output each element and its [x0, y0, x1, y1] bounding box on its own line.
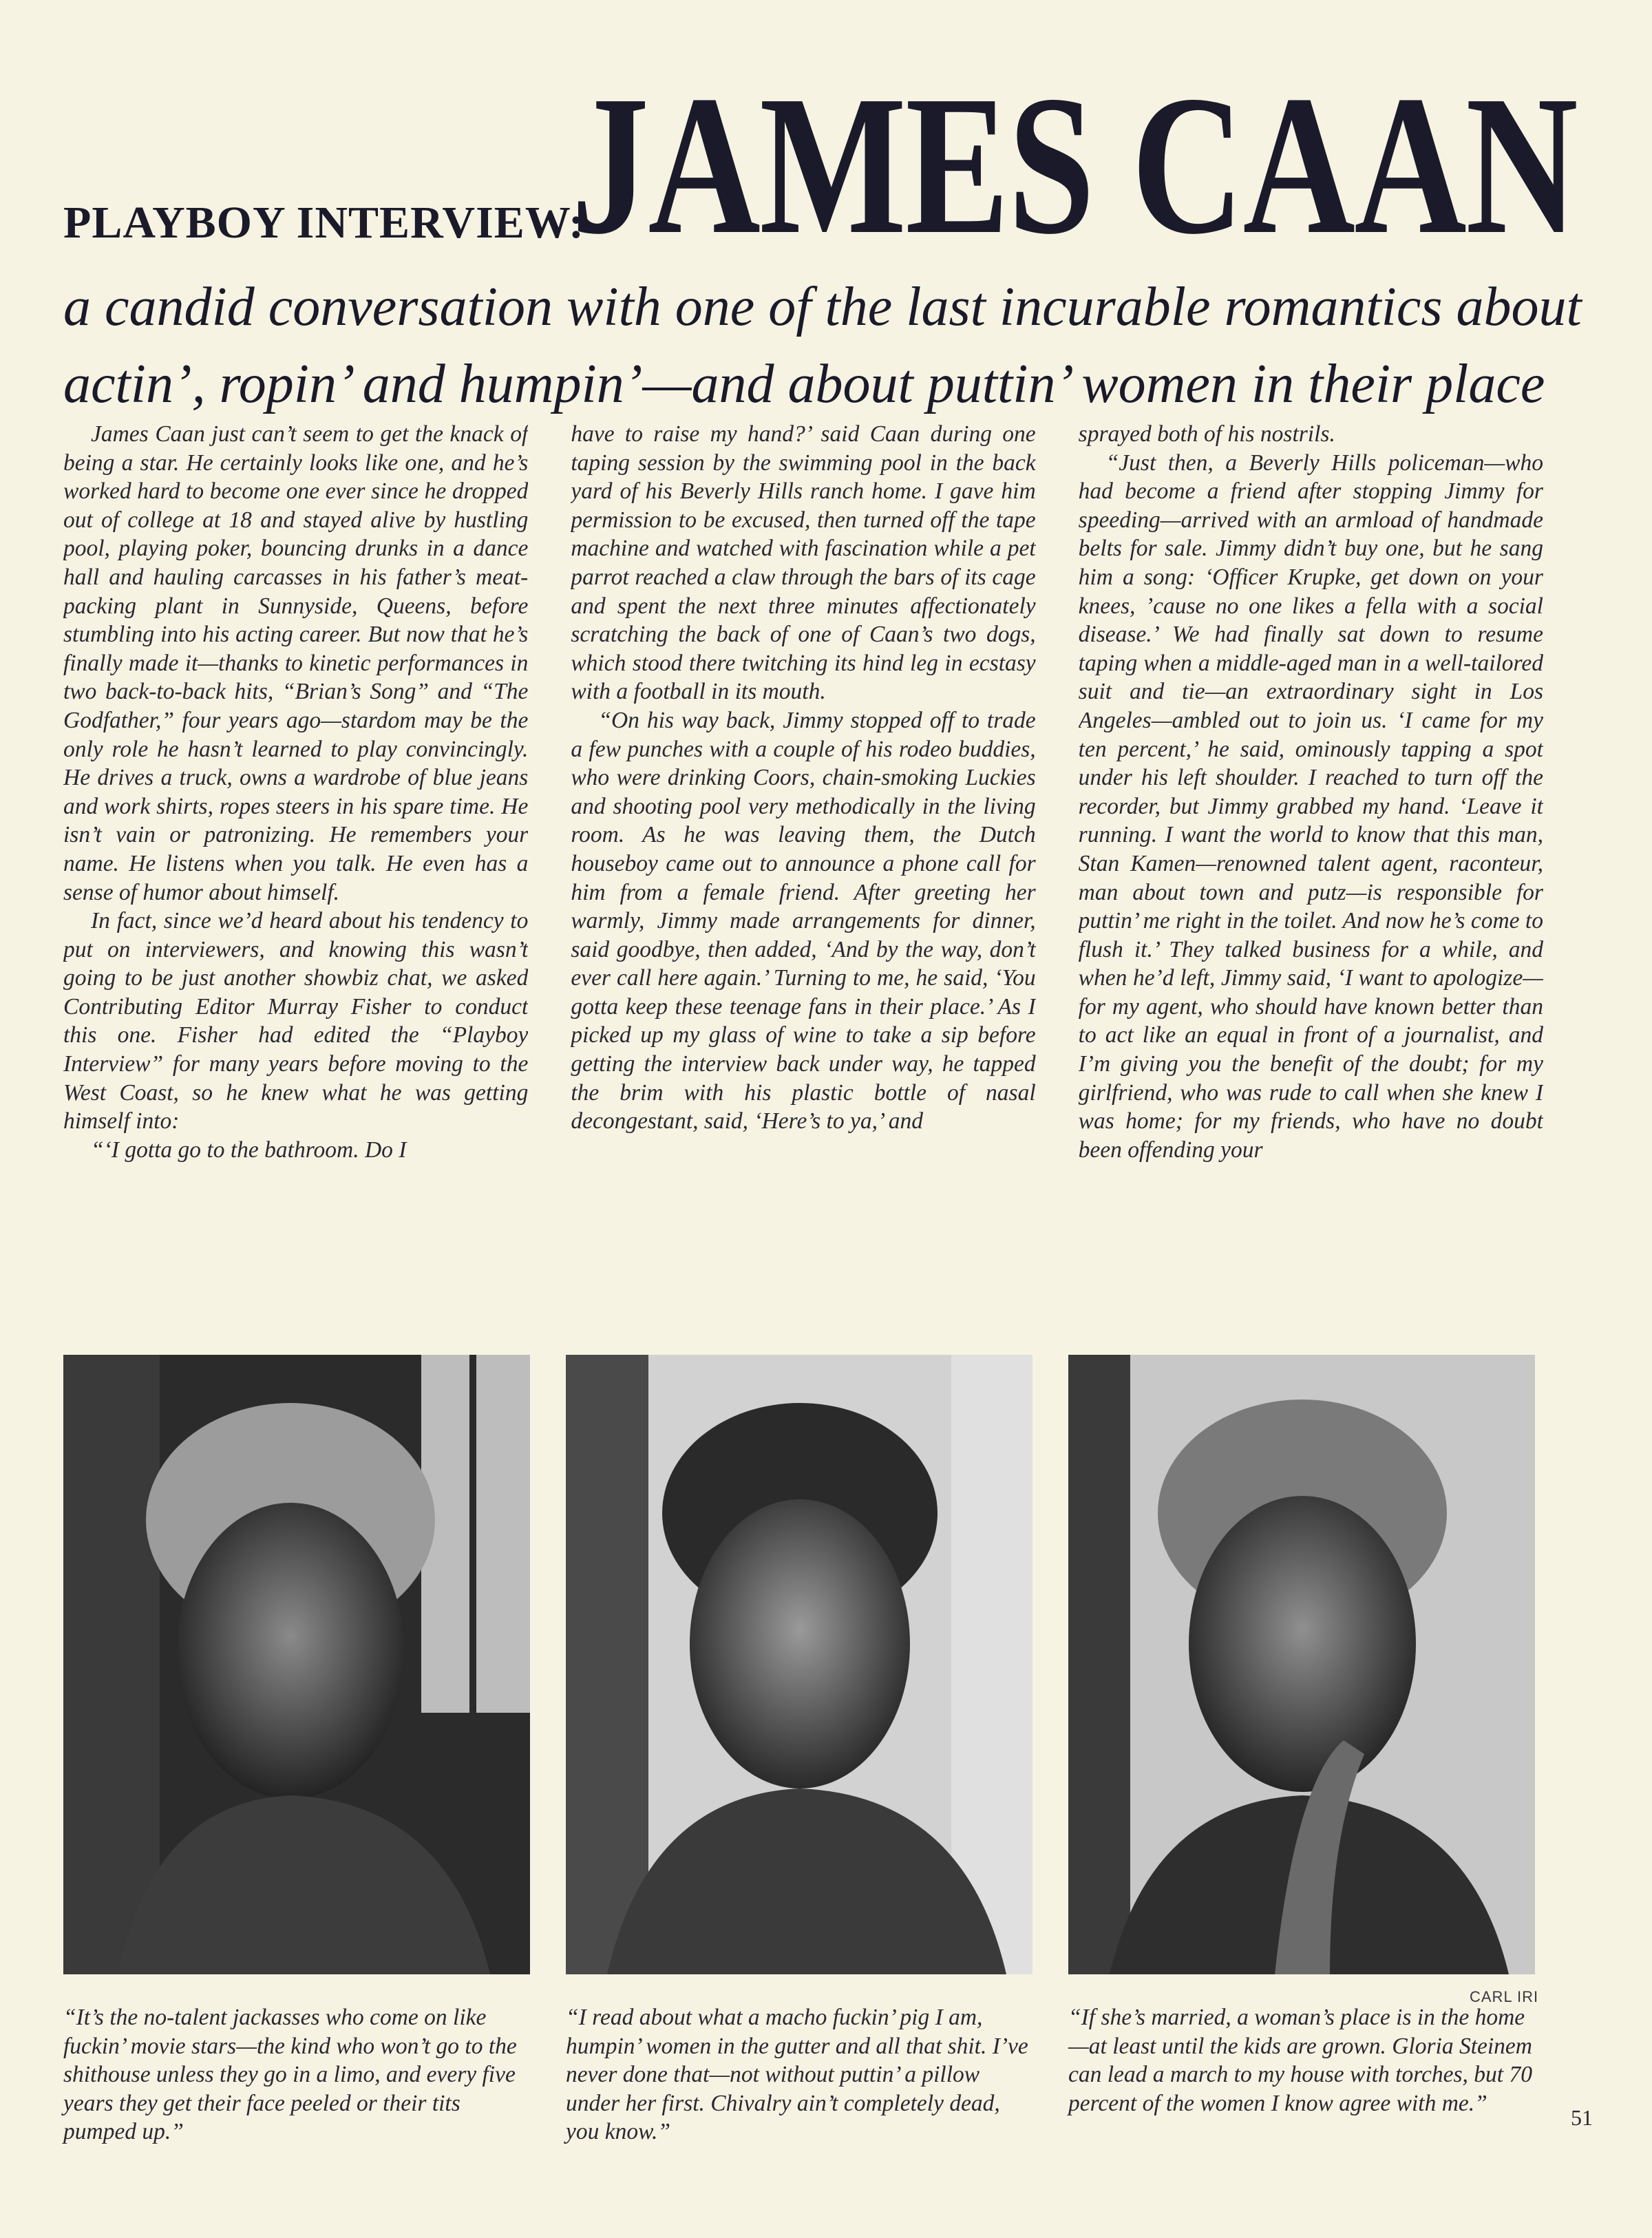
deck-line-2: actin’, ropin’ and humpin’—and about puttin’ women in their place: [63, 354, 1545, 414]
body-columns: [63, 420, 1543, 1329]
photo-strip: [63, 1355, 1536, 1974]
paragraph: “Just then, a Beverly Hills policeman—who had become a friend after stopping Jimmy for speeding—arrived with an armload of handmade belts for sale. Jimmy didn’t buy one, but he sang him a song: ‘Officer Krupke, get down on your knees, ’cause no one likes a fella with a social disease.’ We had finally sat down to resume taping when a middle-aged man in a well-tailored suit and tie—an extraordinary sight in Los Angeles—ambled out to join us. ‘I came for my ten percent,’ he said, ominously tapping a spot under his left shoulder. I reached to turn off the recorder, but Jimmy grabbed my hand. ‘Leave it running. I want the world to know that this man, Stan Kamen—renowned talent agent, raconteur, man about town and putz—is responsible for puttin’ me right in the toilet. And now he’s come to flush it.’ They talked business for a while, and when he’d left, Jimmy said, ‘I want to apologize—for my agent, who should have known better than to act like an equal in front of a journalist, and I’m giving you the benefit of the doubt; for my girlfriend, who was rude to call when she knew I was home; for my friends, who have no doubt been offending your: [1078, 450, 1543, 1163]
portrait-photo-1: [63, 1355, 530, 1974]
photo-caption-3: “If she’s married, a woman’s place is in the home—at least until the kids are grown. Gloria Steinem can lead a march to my house with torches, but 70 percent of the women I know agree with me.”: [1068, 2005, 1532, 2116]
article-header: [0, 0, 1652, 275]
interviewee-name: JAMES CAAN: [571, 54, 1578, 275]
text-column-2: [571, 420, 1035, 1329]
portrait-photo-2: [566, 1355, 1032, 1974]
article-deck: [63, 268, 1582, 423]
paragraph: James Caan just can’t seem to get the knack of being a star. He certainly looks like one, and he’s worked hard to become one ever since he dropped out of college at 18 and stayed alive by hustling pool, playing poker, bouncing drunks in a dance hall and hauling carcasses in his father’s meat-packing plant in Sunnyside, Queens, before stumbling into his acting career. But now that he’s finally made it—thanks to kinetic performances in two back-to-back hits, “Brian’s Song” and “The Godfather,” four years ago—stardom may be the only role he hasn’t learned to play convincingly. He drives a truck, owns a wardrobe of blue jeans and work shirts, ropes steers in his spare time. He isn’t vain or patronizing. He remembers your name. He listens when you talk. He even has a sense of humor about himself.: [63, 421, 529, 905]
paragraph: In fact, since we’d heard about his tendency to put on interviewers, and knowing this wasn’t going to be just another showbiz chat, we asked Contributing Editor Murray Fisher to conduct this one. Fisher had edited the “Playboy Interview” for many years before moving to the West Coast, so he knew what he was getting himself into:: [63, 908, 529, 1134]
paragraph: have to raise my hand?’ said Caan during one taping session by the swimming pool in the back yard of his Beverly Hills ranch home. I gave him permission to be excused, then turned off the tape machine and watched with fascination while a pet parrot reached a claw through the bars of its cage and spent the next three minutes affectionately scratching the back of one of Caan’s two dogs, which stood there twitching its hind leg in ecstasy with a football in its mouth.: [571, 421, 1036, 705]
photo-caption-1: “It’s the no-talent jackasses who come on like fuckin’ movie stars—the kind who won’t go to the shithouse unless they go in a limo, and every five years they get their face peeled or their tits pumped up.”: [63, 2005, 517, 2145]
paragraph: sprayed both of his nostrils.: [1078, 421, 1335, 447]
portrait-3-image: [1068, 1355, 1535, 1974]
photo-caption-2: “I read about what a macho fuckin’ pig I am, humpin’ women in the gutter and all that shit. I’ve never done that—not without puttin’ a pillow under her first. Chivalry ain’t completely dead, you know.”: [566, 2005, 1028, 2145]
interview-kicker: PLAYBOY INTERVIEW:: [63, 198, 585, 248]
paragraph: “‘I gotta go to the bathroom. Do I: [91, 1137, 407, 1163]
paragraph: “On his way back, Jimmy stopped off to trade a few punches with a couple of his rodeo buddies, who were drinking Coors, chain-smoking Luckies and shooting pool very methodically in the living room. As he was leaving them, the Dutch houseboy came out to announce a phone call for him from a female friend. After greeting her warmly, Jimmy made arrangements for dinner, said goodbye, then added, ‘And by the way, don’t ever call here again.’ Turning to me, he said, ‘You gotta keep these teenage fans in their place.’ As I picked up my glass of wine to take a sip before getting the interview back under way, he tapped the brim with his plastic bottle of nasal decongestant, said, ‘Here’s to ya,’ and: [571, 707, 1036, 1134]
page-number: 51: [1571, 2105, 1593, 2130]
portrait-2-image: [566, 1355, 1032, 1974]
deck-line-1: a candid conversation with one of the last incurable romantics about: [63, 277, 1582, 337]
photo-credit: CARL IRI: [1470, 1988, 1539, 2005]
portrait-1-image: [63, 1355, 530, 1974]
text-column-1: [63, 420, 528, 1329]
text-column-3: [1079, 420, 1543, 1329]
portrait-photo-3: [1068, 1355, 1535, 1974]
